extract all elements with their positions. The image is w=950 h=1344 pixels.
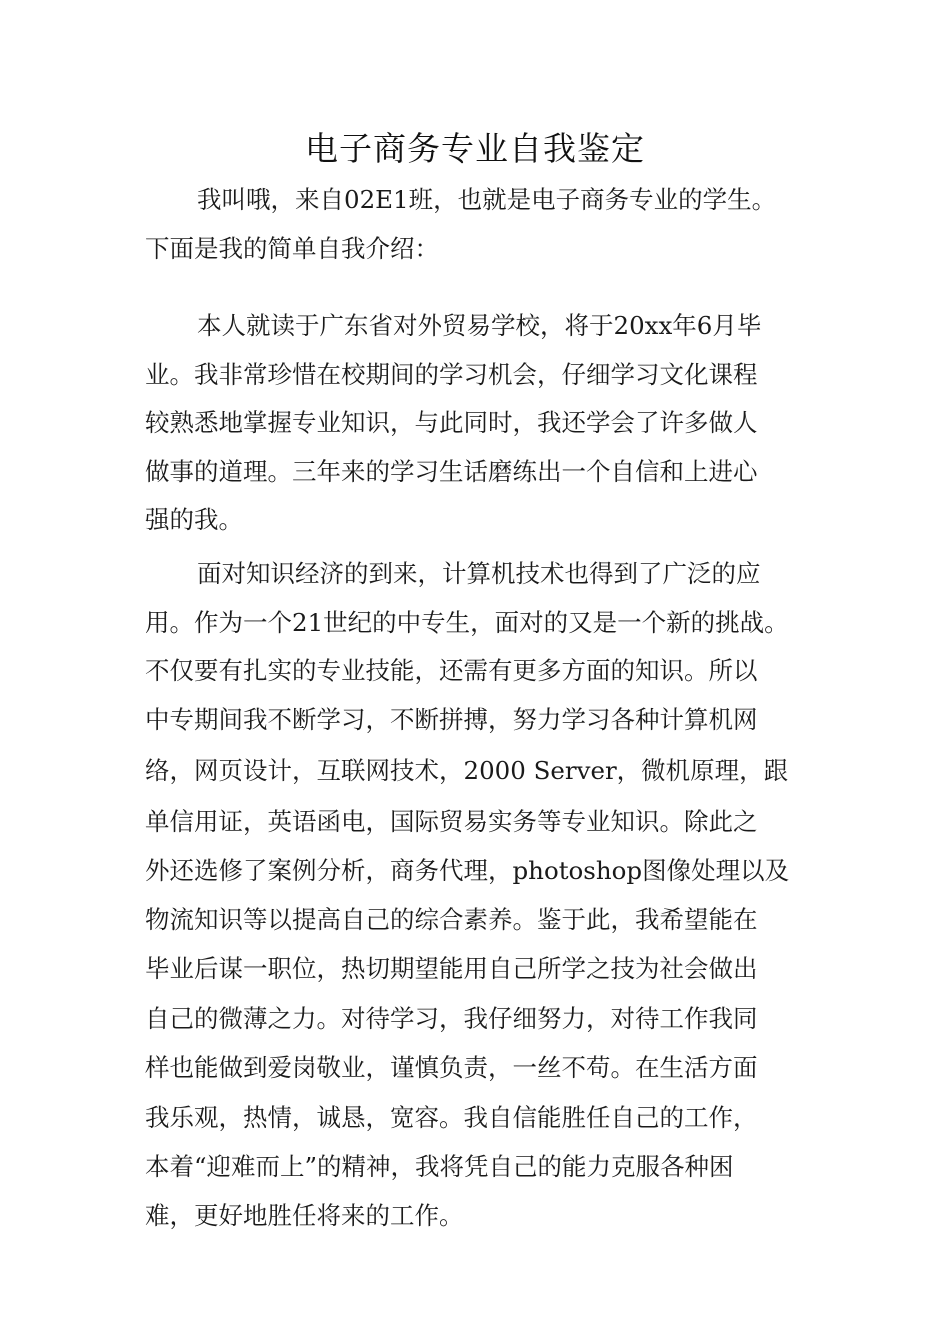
paragraph-3-line-1: 面对知识经济的到来，计算机技术也得到了广泛的应	[197, 559, 761, 588]
paragraph-3-line-7: 外还选修了案例分析，商务代理，photoshop图像处理以及	[145, 856, 790, 885]
document-title: 电子商务专业自我鉴定	[305, 129, 645, 168]
paragraph-3-line-3: 不仅要有扎实的专业技能，还需有更多方面的知识。所以	[145, 656, 758, 685]
paragraph-3-line-6: 单信用证，英语函电，国际贸易实务等专业知识。除此之	[145, 807, 758, 836]
paragraph-3-line-14: 难，更好地胜任将来的工作。	[145, 1201, 464, 1230]
paragraph-1-line-2: 下面是我的简单自我介绍：	[145, 234, 439, 263]
paragraph-2-line-4: 做事的道理。三年来的学习生话磨练出一个自信和上进心	[145, 457, 758, 486]
paragraph-2-line-3: 较熟悉地掌握专业知识，与此同时，我还学会了许多做人	[145, 408, 758, 437]
paragraph-3-line-9: 毕业后谋一职位，热切期望能用自己所学之技为社会做出	[145, 954, 758, 983]
paragraph-1-line-1: 我叫哦，来自02E1班，也就是电子商务专业的学生。	[197, 185, 777, 214]
paragraph-2-line-2: 业。我非常珍惜在校期间的学习机会，仔细学习文化课程	[145, 360, 758, 389]
paragraph-3-line-12: 我乐观，热情，诚恳，宽容。我自信能胜任自己的工作，	[145, 1103, 758, 1132]
paragraph-3-line-13: 本着“迎难而上”的精神，我将凭自己的能力克服各种困	[145, 1152, 734, 1181]
paragraph-3-line-8: 物流知识等以提高自己的综合素养。鉴于此，我希望能在	[145, 905, 758, 934]
paragraph-3-line-5: 络，网页设计，互联网技术，2000 Server，微机原理，跟	[145, 756, 789, 785]
paragraph-3-line-4: 中专期间我不断学习，不断拼搏，努力学习各种计算机网	[145, 705, 758, 734]
paragraph-3-line-2: 用。作为一个21世纪的中专生，面对的又是一个新的挑战。	[145, 608, 789, 637]
paragraph-2-line-1: 本人就读于广东省对外贸易学校，将于20xx年6月毕	[197, 311, 762, 340]
paragraph-2-line-5: 强的我。	[145, 505, 243, 534]
paragraph-3-line-11: 样也能做到爱岗敬业，谨慎负责，一丝不苟。在生活方面	[145, 1053, 758, 1082]
paragraph-3-line-10: 自己的微薄之力。对待学习，我仔细努力，对待工作我同	[145, 1004, 758, 1033]
